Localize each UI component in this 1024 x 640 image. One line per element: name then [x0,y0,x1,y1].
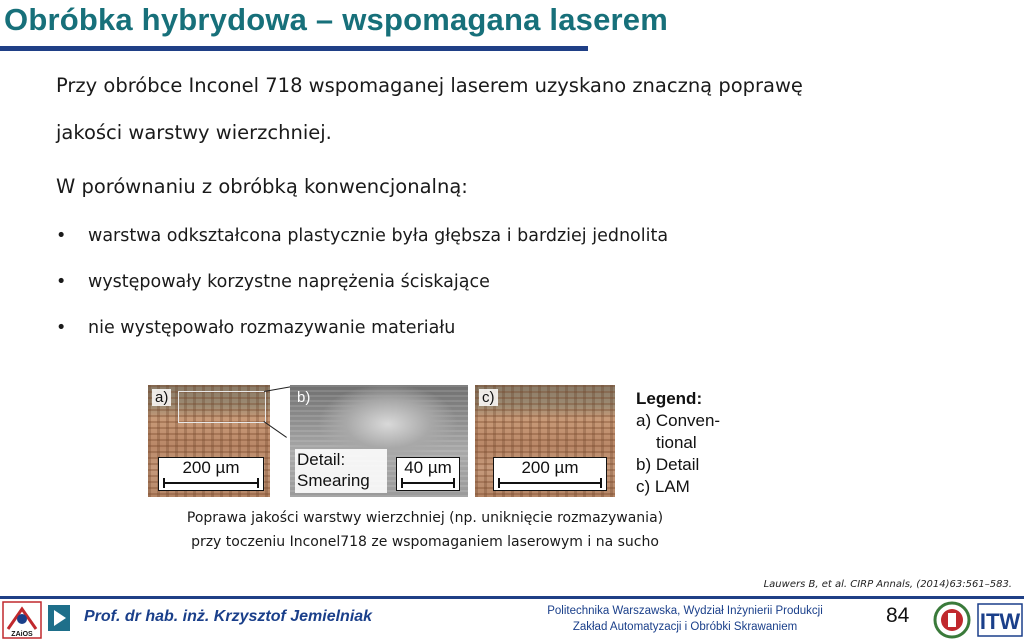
scale-bar-c [493,457,607,491]
legend-item-a: a) Conven- [636,411,721,430]
bullet-item [56,272,490,292]
reference-citation: Lauwers B, et al. CIRP Annals, (2014)63:561–583. [763,579,1012,590]
figure-legend [636,388,720,498]
intro-line-1: Przy obróbce Inconel 718 wspomaganej laserem uzyskano znaczną poprawę [56,74,803,97]
legend-item-c: c) LAM [636,477,690,496]
page-number: 84 [886,604,910,627]
legend-item-b: b) Detail [636,455,700,474]
bullet-text: warstwa odkształcona plastycznie była głębsza i bardziej jednolita [88,226,669,246]
scale-bar-b [396,457,460,491]
panel-c-label: c) [479,389,498,406]
legend-item-a-cont: tional [656,433,697,452]
scale-bar-c-line [498,482,602,484]
detail-line-2: Smearing [297,471,370,490]
micrograph-conventional [148,385,270,497]
scale-bar-b-text: 40 µm [404,458,452,477]
scale-bar-b-line [401,482,455,484]
scale-bar-a [158,457,264,491]
bullet-item [56,318,455,338]
itw-logo-text: ITW [979,609,1021,634]
footer-divider [0,596,1024,599]
institution-line-2: Zakład Automatyzacji i Obróbki Skrawaniem [572,621,798,633]
micrograph-lam [475,385,615,497]
title-underline [0,46,588,51]
scale-bar-c-text: 200 µm [521,458,579,477]
panel-b-label: b) [297,389,311,406]
figure-caption-line-1: Poprawa jakości warstwy wierzchniej (np. uniknięcie rozmazywania) [186,510,664,526]
bullet-item [56,226,668,246]
itw-logo-icon [978,604,1022,636]
figure-caption-line-2: przy toczeniu Inconel718 ze wspomaganiem laserowym i na sucho [191,534,659,550]
detail-smearing-box [295,449,387,493]
bullet-dot-icon: • [56,226,67,246]
bullet-dot-icon: • [56,272,67,292]
play-icon [48,605,70,631]
author-name: Prof. dr hab. inż. Krzysztof Jemielniak [84,608,373,625]
bullet-text: nie występowało rozmazywanie materiału [88,318,456,338]
comparison-heading: W porównaniu z obróbką konwencjonalną: [56,175,468,198]
scale-bar-a-text: 200 µm [182,458,240,477]
zaios-logo-icon [2,601,42,639]
university-logos [932,601,1024,639]
bullet-dot-icon: • [56,318,67,338]
legend-title: Legend: [636,389,703,408]
detail-line-1: Detail: [297,450,346,469]
zaios-logo-text: ZAiOS [11,631,33,638]
detail-region-outline [178,391,266,423]
micrograph-detail-sem [290,385,468,497]
bullet-text: występowały korzystne naprężenia ściskające [88,272,490,292]
institution-line-1: Politechnika Warszawska, Wydział Inżynierii Produkcji [547,605,823,617]
panel-a-label: a) [152,389,171,406]
university-crest-icon [935,603,969,637]
scale-bar-a-line [163,482,259,484]
slide-title: Obróbka hybrydowa – wspomagana laserem [4,2,668,37]
intro-line-2: jakości warstwy wierzchniej. [56,121,332,144]
